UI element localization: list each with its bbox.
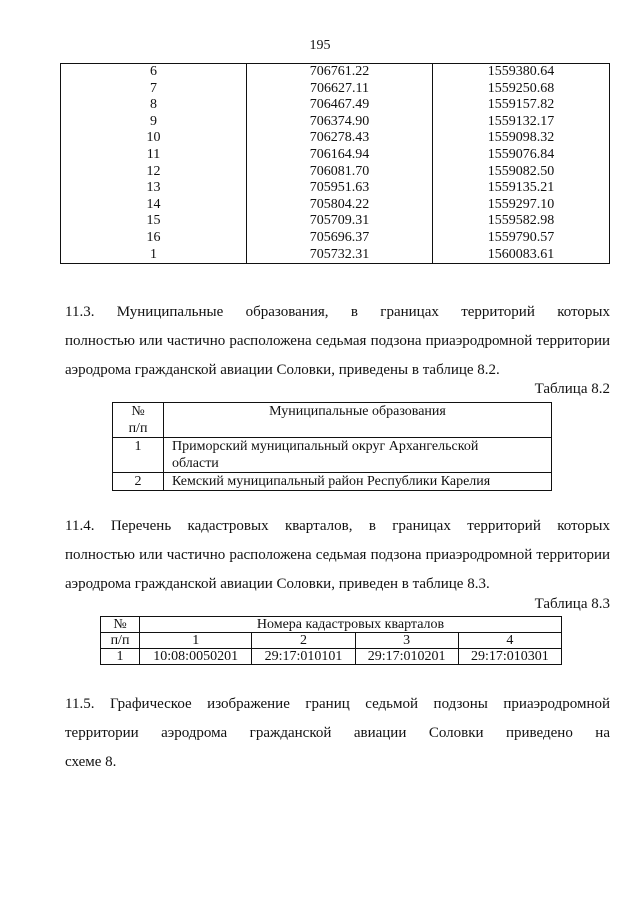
row-num: 2 xyxy=(113,473,164,491)
point-number: 15 xyxy=(61,213,247,230)
coordinate-y: 1559380.64 xyxy=(433,64,610,81)
coordinates-table-body xyxy=(61,64,610,264)
paragraph-line: аэродрома гражданской авиации Соловки, приведены в таблице 8.2. xyxy=(65,362,500,378)
row-name xyxy=(164,438,552,473)
table-header-row xyxy=(101,617,562,633)
table-row xyxy=(113,473,552,491)
coordinate-x: 706374.90 xyxy=(247,114,433,131)
table-subheader-row xyxy=(101,633,562,649)
coordinate-x: 706761.22 xyxy=(247,64,433,81)
coordinate-y: 1559582.98 xyxy=(433,213,610,230)
header-name-cell: Муниципальные образования xyxy=(164,403,552,438)
table-8-3-caption: Таблица 8.3 xyxy=(534,596,610,612)
row-num: 1 xyxy=(101,649,140,665)
header-num-line2: п/п xyxy=(101,633,140,649)
coordinate-x: 705804.22 xyxy=(247,197,433,214)
table-row xyxy=(61,247,610,264)
page-number: 195 xyxy=(309,38,331,53)
paragraph-11-5 xyxy=(65,690,610,777)
point-number: 9 xyxy=(61,114,247,131)
header-num-line1: № xyxy=(101,617,140,633)
table-header-row xyxy=(113,403,552,438)
coordinate-x: 705696.37 xyxy=(247,230,433,247)
coordinate-y: 1559157.82 xyxy=(433,97,610,114)
coordinate-x: 706081.70 xyxy=(247,164,433,181)
coordinate-x: 706278.43 xyxy=(247,130,433,147)
row-name-line1: Приморский муниципальный округ Архангельской xyxy=(172,439,479,454)
point-number: 16 xyxy=(61,230,247,247)
coordinate-y: 1559297.10 xyxy=(433,197,610,214)
table-row xyxy=(61,97,610,114)
paragraph-line: полностью или частично расположена седьмая подзона приаэродромной территории xyxy=(65,547,610,563)
paragraph-11-4 xyxy=(65,512,610,599)
table-row xyxy=(101,649,562,665)
cadastral-value: 29:17:010301 xyxy=(458,649,561,665)
coordinate-y: 1559250.68 xyxy=(433,81,610,98)
col-number: 4 xyxy=(458,633,561,649)
col-number: 2 xyxy=(252,633,355,649)
table-row xyxy=(61,197,610,214)
table-row xyxy=(61,164,610,181)
cadastral-value: 10:08:0050201 xyxy=(140,649,252,665)
point-number: 12 xyxy=(61,164,247,181)
table-8-2-caption: Таблица 8.2 xyxy=(534,381,610,397)
coordinate-y: 1559082.50 xyxy=(433,164,610,181)
col-number: 1 xyxy=(140,633,252,649)
coordinate-x: 705732.31 xyxy=(247,247,433,264)
point-number: 10 xyxy=(61,130,247,147)
point-number: 14 xyxy=(61,197,247,214)
coordinates-table xyxy=(60,63,610,264)
coordinate-y: 1559098.32 xyxy=(433,130,610,147)
table-row xyxy=(61,114,610,131)
paragraph-line: 11.5. Графическое изображение границ седьмой подзоны приаэродромной xyxy=(65,696,610,712)
table-row xyxy=(61,230,610,247)
coordinate-y: 1559132.17 xyxy=(433,114,610,131)
point-number: 11 xyxy=(61,147,247,164)
table-8-3 xyxy=(100,616,562,665)
table-row xyxy=(61,81,610,98)
table-row xyxy=(61,130,610,147)
point-number: 7 xyxy=(61,81,247,98)
table-row xyxy=(61,64,610,81)
coordinate-y: 1559135.21 xyxy=(433,180,610,197)
header-group-cell: Номера кадастровых кварталов xyxy=(140,617,562,633)
table-row xyxy=(61,147,610,164)
coordinate-x: 706467.49 xyxy=(247,97,433,114)
paragraph-line: полностью или частично расположена седьмая подзона приаэродромной территории xyxy=(65,333,610,349)
cadastral-value: 29:17:010201 xyxy=(355,649,458,665)
point-number: 8 xyxy=(61,97,247,114)
coordinate-y: 1559790.57 xyxy=(433,230,610,247)
row-name-line2: области xyxy=(172,456,219,471)
paragraph-line: 11.4. Перечень кадастровых кварталов, в границах территорий которых xyxy=(65,518,610,534)
coordinate-x: 705709.31 xyxy=(247,213,433,230)
point-number: 1 xyxy=(61,247,247,264)
coordinate-x: 706164.94 xyxy=(247,147,433,164)
paragraph-line: территории аэродрома гражданской авиации Соловки приведено на xyxy=(65,725,610,741)
paragraph-line: схеме 8. xyxy=(65,754,117,770)
coordinate-y: 1559076.84 xyxy=(433,147,610,164)
table-row xyxy=(61,213,610,230)
header-num-line2: п/п xyxy=(128,421,148,436)
paragraph-line: аэродрома гражданской авиации Соловки, приведен в таблице 8.3. xyxy=(65,576,490,592)
point-number: 13 xyxy=(61,180,247,197)
row-name: Кемский муниципальный район Республики Карелия xyxy=(164,473,552,491)
table-row xyxy=(113,438,552,473)
col-number: 3 xyxy=(355,633,458,649)
paragraph-line: 11.3. Муниципальные образования, в границах территорий которых xyxy=(65,304,610,320)
paragraph-11-3 xyxy=(65,298,610,385)
header-num-cell xyxy=(113,403,164,438)
coordinate-x: 705951.63 xyxy=(247,180,433,197)
row-num: 1 xyxy=(113,438,164,473)
header-num-line1: № xyxy=(131,404,145,419)
cadastral-value: 29:17:010101 xyxy=(252,649,355,665)
coordinate-y: 1560083.61 xyxy=(433,247,610,264)
table-row xyxy=(61,180,610,197)
point-number: 6 xyxy=(61,64,247,81)
coordinate-x: 706627.11 xyxy=(247,81,433,98)
table-8-2 xyxy=(112,402,552,491)
